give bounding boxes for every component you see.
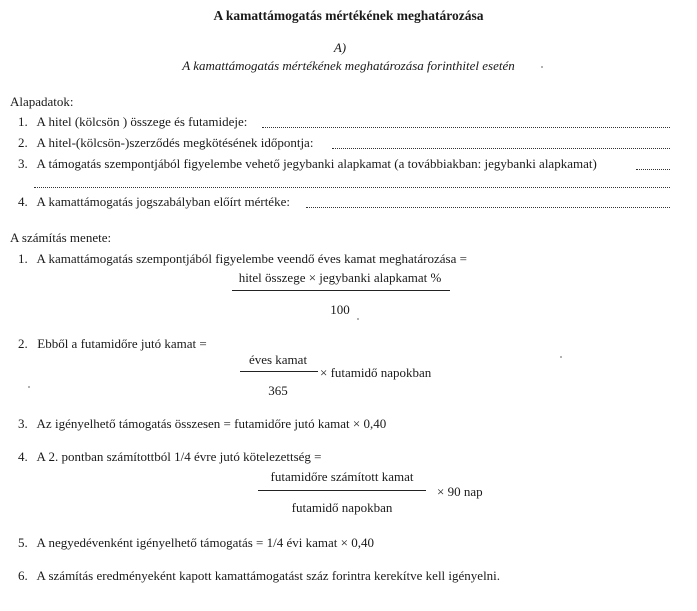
fill-in-line xyxy=(306,207,670,208)
item-number: 2. xyxy=(18,135,28,150)
scan-speck xyxy=(560,356,562,358)
step-number: 3. xyxy=(18,416,28,431)
fraction-line xyxy=(240,371,318,372)
step-text: A számítás eredményeként kapott kamattámogatást száz forintra kerekítve kell igényelni. xyxy=(36,568,501,583)
fraction-numerator: hitel összege × jegybanki alapkamat % xyxy=(238,270,442,285)
fraction-denominator: futamidő napokban xyxy=(291,500,393,515)
fill-in-line xyxy=(636,169,670,170)
basic-item-2 xyxy=(18,135,313,151)
fill-in-line xyxy=(262,127,670,128)
fraction-numerator: futamidőre számított kamat xyxy=(270,469,414,484)
fraction-line xyxy=(232,290,450,291)
basic-item-1 xyxy=(18,114,247,130)
step-text: Ebből a futamidőre jutó kamat = xyxy=(37,336,207,351)
document-title: A kamattámogatás mértékének meghatározása xyxy=(213,8,484,23)
item-number: 4. xyxy=(18,194,28,209)
step-number: 6. xyxy=(18,568,28,583)
basic-item-3 xyxy=(18,156,597,172)
fraction-denominator: 100 xyxy=(330,302,350,317)
multiplier-text: × 90 nap xyxy=(437,484,483,499)
scan-speck xyxy=(357,318,359,320)
section-subtitle: A kamattámogatás mértékének meghatározása forinthitel esetén xyxy=(182,58,515,73)
basic-item-4 xyxy=(18,194,290,210)
item-number: 3. xyxy=(18,156,28,171)
item-text: A hitel-(kölcsön-)szerződés megkötésének időpontja: xyxy=(36,135,314,150)
calc-step-6 xyxy=(18,568,500,584)
calc-step-1 xyxy=(18,251,467,267)
step-text: A kamattámogatás szempontjából figyelembe veendő éves kamat meghatározása = xyxy=(36,251,467,266)
item-number: 1. xyxy=(18,114,28,129)
step-text: A negyedévenként igényelhető támogatás = 1/4 évi kamat × 0,40 xyxy=(36,535,374,550)
item-text: A kamattámogatás jogszabályban előírt mértéke: xyxy=(36,194,290,209)
scan-speck xyxy=(541,66,543,68)
fraction-denominator: 365 xyxy=(268,383,288,398)
fill-in-line xyxy=(332,148,670,149)
fraction-numerator: éves kamat xyxy=(248,352,308,367)
scan-speck xyxy=(28,386,30,388)
step-number: 5. xyxy=(18,535,28,550)
calc-step-2 xyxy=(18,336,207,352)
calc-step-4 xyxy=(18,449,322,465)
section-letter: A) xyxy=(333,40,347,55)
basic-data-heading: Alapadatok: xyxy=(10,94,74,109)
calc-step-3 xyxy=(18,416,386,432)
fraction-line xyxy=(258,490,426,491)
item-text: A hitel (kölcsön ) összege és futamideje: xyxy=(36,114,248,129)
calculation-heading: A számítás menete: xyxy=(10,230,112,245)
step-number: 1. xyxy=(18,251,28,266)
step-text: Az igényelhető támogatás összesen = futamidőre jutó kamat × 0,40 xyxy=(36,416,387,431)
multiplier-text: × futamidő napokban xyxy=(320,365,432,380)
step-number: 2. xyxy=(18,336,28,351)
fill-in-line xyxy=(34,187,670,188)
calc-step-5 xyxy=(18,535,374,551)
step-text: A 2. pontban számítottból 1/4 évre jutó kötelezettség = xyxy=(36,449,322,464)
item-text: A támogatás szempontjából figyelembe vehető jegybanki alapkamat (a továbbiakban: jegybanki alapkamat) xyxy=(36,156,597,171)
step-number: 4. xyxy=(18,449,28,464)
